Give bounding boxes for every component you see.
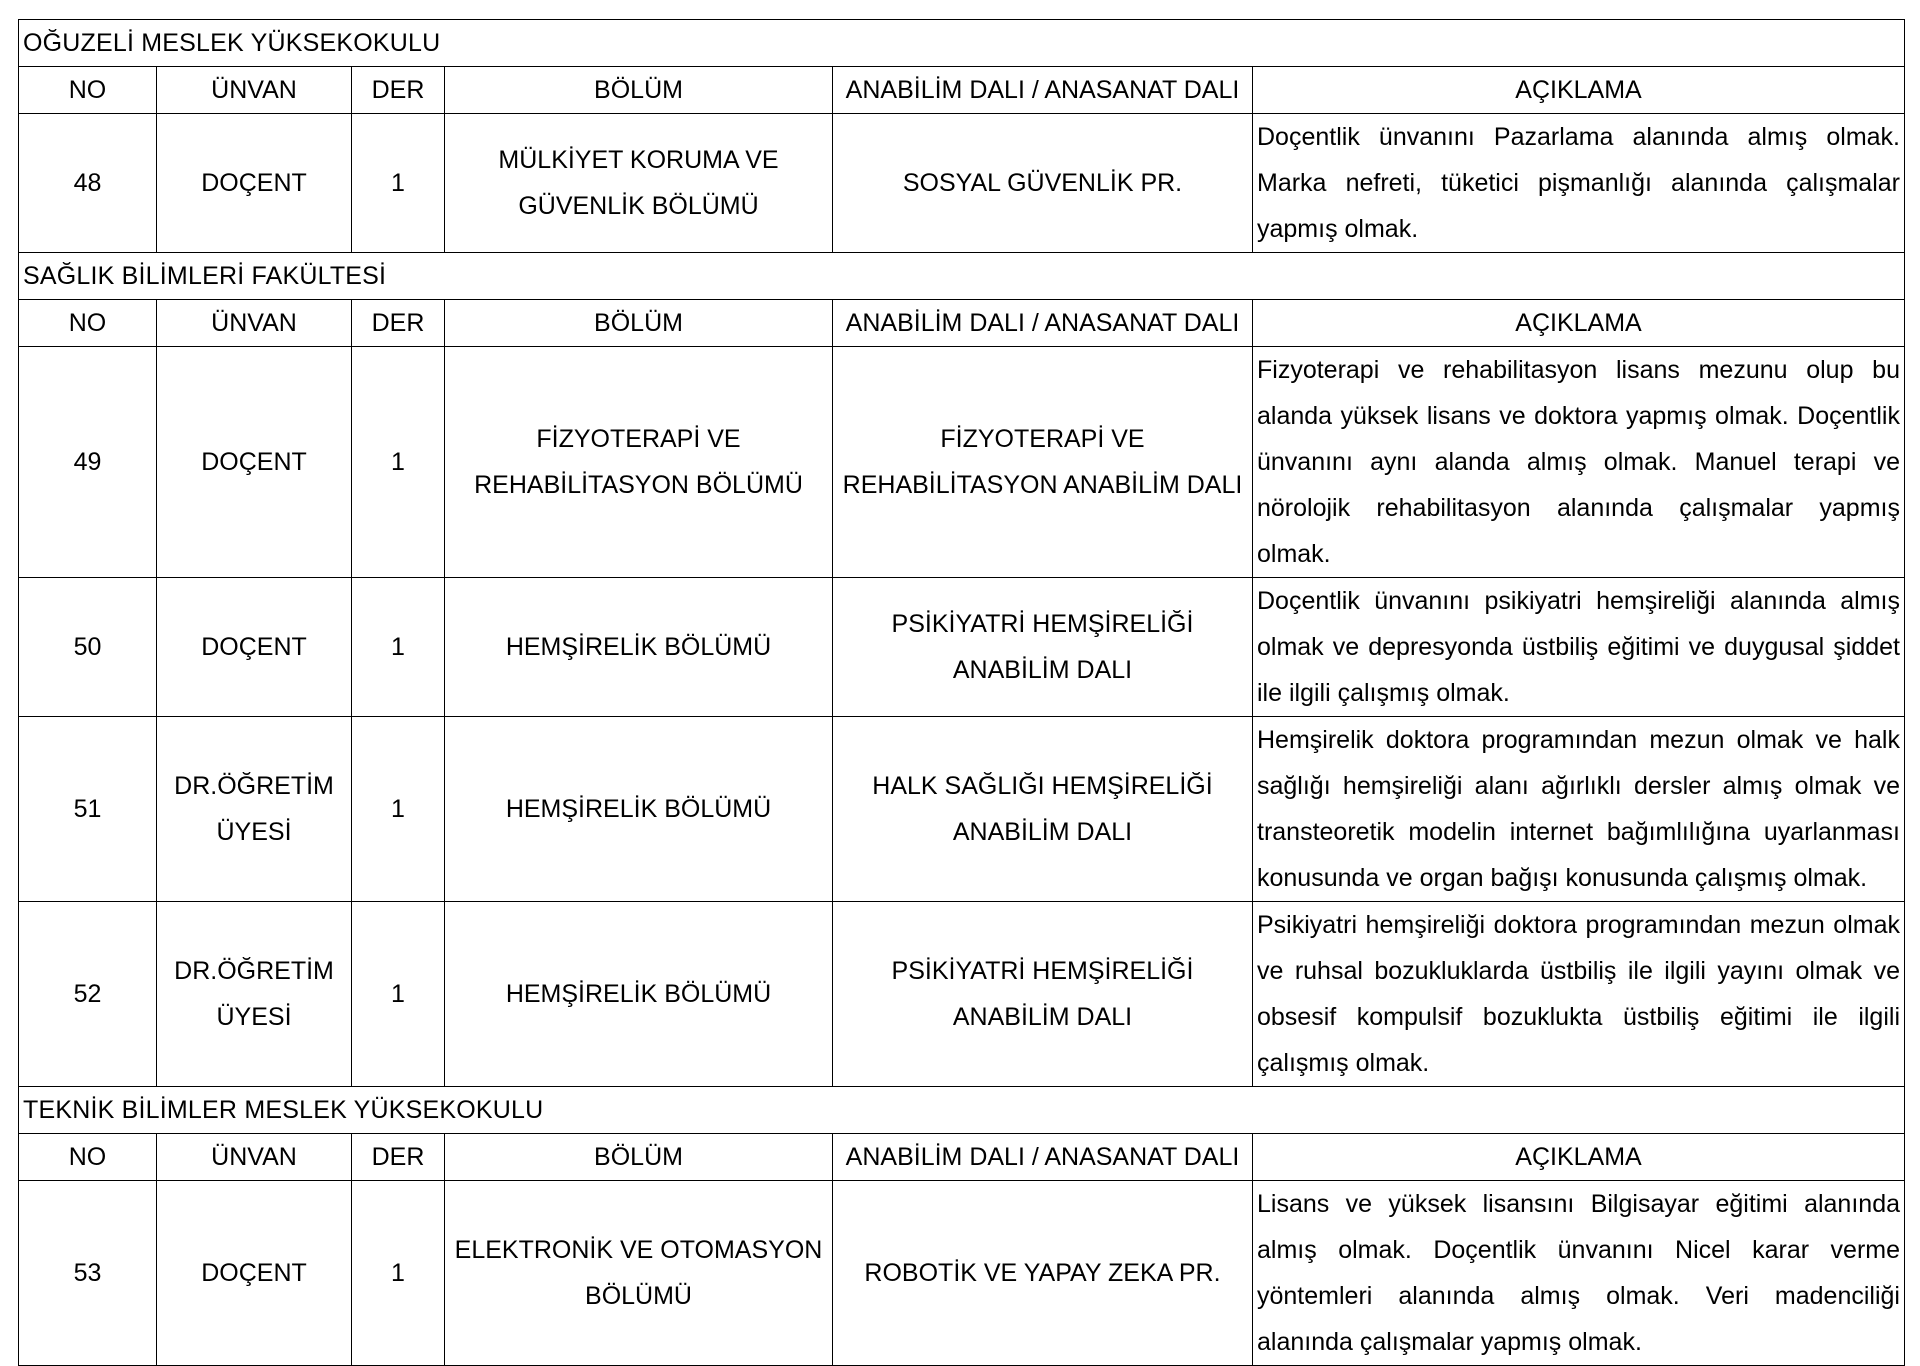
section-title: TEKNİK BİLİMLER MESLEK YÜKSEKOKULU [19,1087,1905,1134]
column-header-row [19,300,1905,347]
column-header-aciklama: AÇIKLAMA [1253,67,1905,114]
cell-aciklama: Hemşirelik doktora programından mezun olmak ve halk sağlığı hemşireliği alanı ağırlıklı dersler almış olmak ve transteoretik modelin internet bağımlılığına uyarlanması konusunda ve organ bağışı konusunda çalışmış olmak. [1253,717,1905,902]
cell-der: 1 [352,114,445,253]
cell-no: 49 [19,347,157,578]
column-header-unvan: ÜNVAN [157,67,352,114]
cell-bolum: HEMŞİRELİK BÖLÜMÜ [445,717,833,902]
cell-no: 48 [19,114,157,253]
cell-anabilim: PSİKİYATRİ HEMŞİRELİĞİ ANABİLİM DALI [833,902,1253,1087]
cell-aciklama: Psikiyatri hemşireliği doktora programından mezun olmak ve ruhsal bozukluklarda üstbiliş ile ilgili yayını olmak ve obsesif kompulsif bozuklukta üstbiliş eğitimi ile ilgili çalışmış olmak. [1253,902,1905,1087]
cell-bolum: FİZYOTERAPİ VE REHABİLİTASYON BÖLÜMÜ [445,347,833,578]
section-title-row [19,253,1905,300]
section-title: SAĞLIK BİLİMLERİ FAKÜLTESİ [19,253,1905,300]
cell-unvan: DOÇENT [157,347,352,578]
cell-unvan: DR.ÖĞRETİM ÜYESİ [157,717,352,902]
cell-bolum: HEMŞİRELİK BÖLÜMÜ [445,902,833,1087]
column-header-bolum: BÖLÜM [445,300,833,347]
column-header-row [19,1134,1905,1181]
column-header-aciklama: AÇIKLAMA [1253,300,1905,347]
cell-aciklama: Fizyoterapi ve rehabilitasyon lisans mezunu olup bu alanda yüksek lisans ve doktora yapmış olmak. Doçentlik ünvanını aynı alanda almış olmak. Manuel terapi ve nörolojik rehabilitasyon alanında çalışmalar yapmış olmak. [1253,347,1905,578]
section-title: OĞUZELİ MESLEK YÜKSEKOKULU [19,20,1905,67]
table-row [19,717,1905,902]
cell-aciklama: Lisans ve yüksek lisansını Bilgisayar eğitimi alanında almış olmak. Doçentlik ünvanını Nicel karar verme yöntemleri alanında almış olmak. Veri madenciliği alanında çalışmalar yapmış olmak. [1253,1181,1905,1366]
table-row [19,114,1905,253]
cell-der: 1 [352,717,445,902]
cell-anabilim: FİZYOTERAPİ VE REHABİLİTASYON ANABİLİM DALI [833,347,1253,578]
section-title-row [19,1087,1905,1134]
cell-no: 51 [19,717,157,902]
column-header-anabilim: ANABİLİM DALI / ANASANAT DALI [833,300,1253,347]
cell-der: 1 [352,902,445,1087]
cell-anabilim: SOSYAL GÜVENLİK PR. [833,114,1253,253]
column-header-bolum: BÖLÜM [445,1134,833,1181]
cell-aciklama: Doçentlik ünvanını Pazarlama alanında almış olmak. Marka nefreti, tüketici pişmanlığı alanında çalışmalar yapmış olmak. [1253,114,1905,253]
column-header-der: DER [352,67,445,114]
positions-table-body [19,20,1905,1366]
cell-no: 52 [19,902,157,1087]
section-title-row [19,20,1905,67]
column-header-der: DER [352,300,445,347]
cell-anabilim: HALK SAĞLIĞI HEMŞİRELİĞİ ANABİLİM DALI [833,717,1253,902]
column-header-no: NO [19,1134,157,1181]
cell-unvan: DOÇENT [157,114,352,253]
cell-bolum: MÜLKİYET KORUMA VE GÜVENLİK BÖLÜMÜ [445,114,833,253]
cell-aciklama: Doçentlik ünvanını psikiyatri hemşireliği alanında almış olmak ve depresyonda üstbiliş eğitimi ve duygusal şiddet ile ilgili çalışmış olmak. [1253,578,1905,717]
cell-der: 1 [352,347,445,578]
cell-anabilim: PSİKİYATRİ HEMŞİRELİĞİ ANABİLİM DALI [833,578,1253,717]
table-row [19,902,1905,1087]
column-header-no: NO [19,67,157,114]
table-row [19,1181,1905,1366]
staff-positions-sheet [18,19,1904,1366]
cell-der: 1 [352,1181,445,1366]
column-header-row [19,67,1905,114]
column-header-aciklama: AÇIKLAMA [1253,1134,1905,1181]
cell-bolum: HEMŞİRELİK BÖLÜMÜ [445,578,833,717]
cell-unvan: DOÇENT [157,1181,352,1366]
table-row [19,347,1905,578]
column-header-unvan: ÜNVAN [157,300,352,347]
cell-unvan: DR.ÖĞRETİM ÜYESİ [157,902,352,1087]
column-header-anabilim: ANABİLİM DALI / ANASANAT DALI [833,67,1253,114]
table-row [19,578,1905,717]
column-header-bolum: BÖLÜM [445,67,833,114]
cell-no: 50 [19,578,157,717]
cell-no: 53 [19,1181,157,1366]
column-header-anabilim: ANABİLİM DALI / ANASANAT DALI [833,1134,1253,1181]
column-header-unvan: ÜNVAN [157,1134,352,1181]
cell-der: 1 [352,578,445,717]
positions-table [18,19,1905,1366]
cell-unvan: DOÇENT [157,578,352,717]
column-header-no: NO [19,300,157,347]
cell-bolum: ELEKTRONİK VE OTOMASYON BÖLÜMÜ [445,1181,833,1366]
cell-anabilim: ROBOTİK VE YAPAY ZEKA PR. [833,1181,1253,1366]
column-header-der: DER [352,1134,445,1181]
